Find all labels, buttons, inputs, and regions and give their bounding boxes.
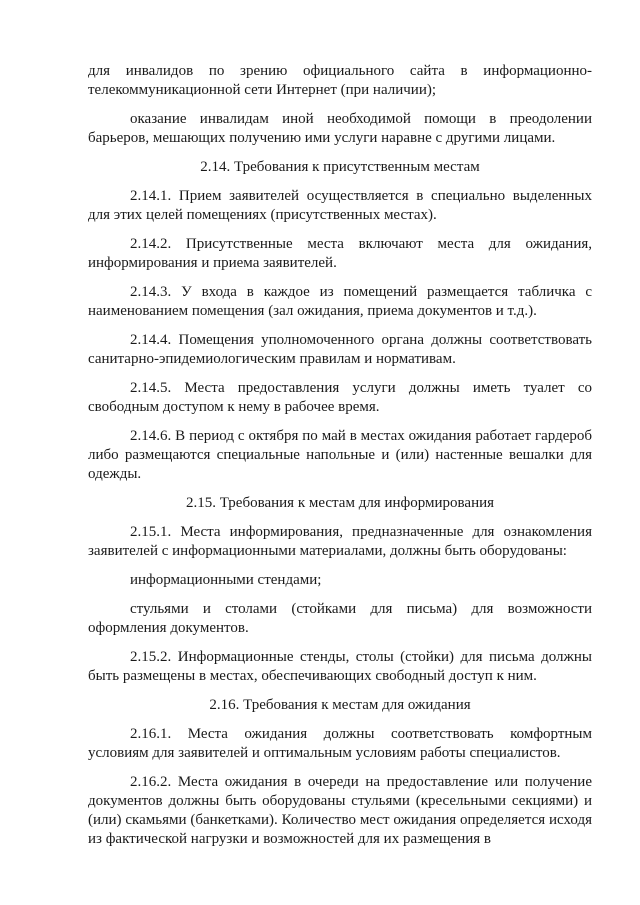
paragraph: 2.16.1. Места ожидания должны соответствовать комфортным условиям для заявителей и оптимальным условиям работы специалистов.	[88, 726, 592, 761]
paragraph: 2.14.6. В период с октября по май в местах ожидания работает гардероб либо размещаются специальные напольные и (или) настенные вешалки для одежды.	[88, 428, 592, 482]
paragraph: 2.15.2. Информационные стенды, столы (стойки) для письма должны быть размещены в местах, обеспечивающих свободный доступ к ним.	[88, 649, 592, 684]
paragraph: стульями и столами (стойками для письма) для возможности оформления документов.	[88, 601, 592, 636]
paragraph: для инвалидов по зрению официального сайта в информационно-телекоммуникационной сети Интернет (при наличии);	[88, 63, 592, 98]
paragraph: информационными стендами;	[130, 572, 322, 588]
paragraph: оказание инвалидам иной необходимой помощи в преодолении барьеров, мешающих получению ими услуги наравне с другими лицами.	[88, 111, 592, 146]
paragraph: 2.16.2. Места ожидания в очереди на предоставление или получение документов должны быть оборудованы стульями (кресельными секциями) и (или) скамьями (банкетками). Количество мест ожидания определяется исходя из фактической нагрузки и возможностей для их размещения в	[88, 774, 592, 847]
section-heading: 2.14. Требования к присутственным местам	[200, 159, 480, 175]
section-heading: 2.15. Требования к местам для информирования	[185, 495, 495, 511]
paragraph: 2.14.4. Помещения уполномоченного органа должны соответствовать санитарно-эпидемиологическим правилам и нормативам.	[88, 332, 592, 367]
paragraph: 2.14.1. Прием заявителей осуществляется в специально выделенных для этих целей помещениях (присутственных местах).	[88, 188, 592, 223]
paragraph: 2.15.1. Места информирования, предназначенные для ознакомления заявителей с информационными материалами, должны быть оборудованы:	[88, 524, 592, 559]
paragraph: 2.14.5. Места предоставления услуги должны иметь туалет со свободным доступом к нему в рабочее время.	[88, 380, 592, 415]
section-heading: 2.16. Требования к местам для ожидания	[209, 697, 471, 713]
paragraph: 2.14.3. У входа в каждое из помещений размещается табличка с наименованием помещения (зал ожидания, приема документов и т.д.).	[88, 284, 592, 319]
paragraph: 2.14.2. Присутственные места включают места для ожидания, информирования и приема заявителей.	[88, 236, 592, 271]
